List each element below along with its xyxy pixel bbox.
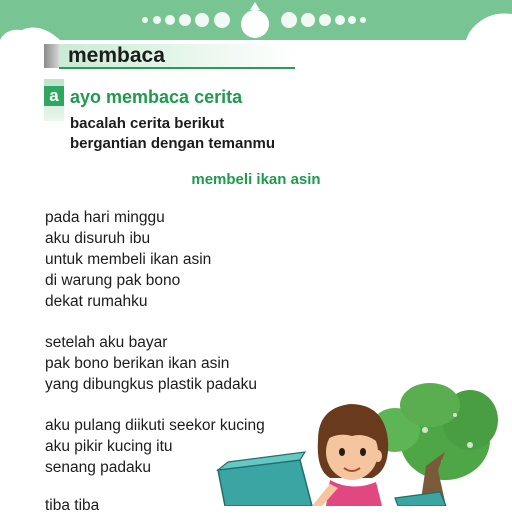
story-line: aku pulang diikuti seekor kucing	[45, 417, 265, 434]
activity-letter: a	[44, 86, 64, 106]
story-line: pada hari minggu	[45, 209, 165, 226]
story-line: untuk membeli ikan asin	[45, 251, 212, 268]
story-line: yang dibungkus plastik padaku	[45, 376, 257, 393]
tree-illustration	[370, 383, 498, 506]
story-line: senang padaku	[45, 459, 152, 476]
activity-title: ayo membaca cerita	[70, 87, 243, 107]
instruction-line: bacalah cerita berikut	[70, 115, 225, 132]
section-title: membaca	[68, 44, 165, 67]
story-title-text: membeli ikan asin	[191, 171, 321, 188]
story-line: pak bono berikan ikan asin	[45, 355, 230, 372]
story-line: dekat rumahku	[45, 293, 148, 310]
story-line: setelah aku bayar	[45, 334, 168, 351]
header-decoration	[0, 0, 512, 40]
section-title-accent	[44, 44, 59, 68]
boxes-illustration	[218, 452, 446, 506]
story-line: di warung pak bono	[45, 272, 181, 289]
story-line: aku disuruh ibu	[45, 230, 151, 247]
story-title	[0, 170, 512, 190]
instruction-line: bergantian dengan temanmu	[70, 135, 276, 152]
story-line: tiba tiba	[45, 497, 100, 514]
girl-illustration	[312, 404, 388, 506]
story-line: aku pikir kucing itu	[45, 438, 173, 455]
